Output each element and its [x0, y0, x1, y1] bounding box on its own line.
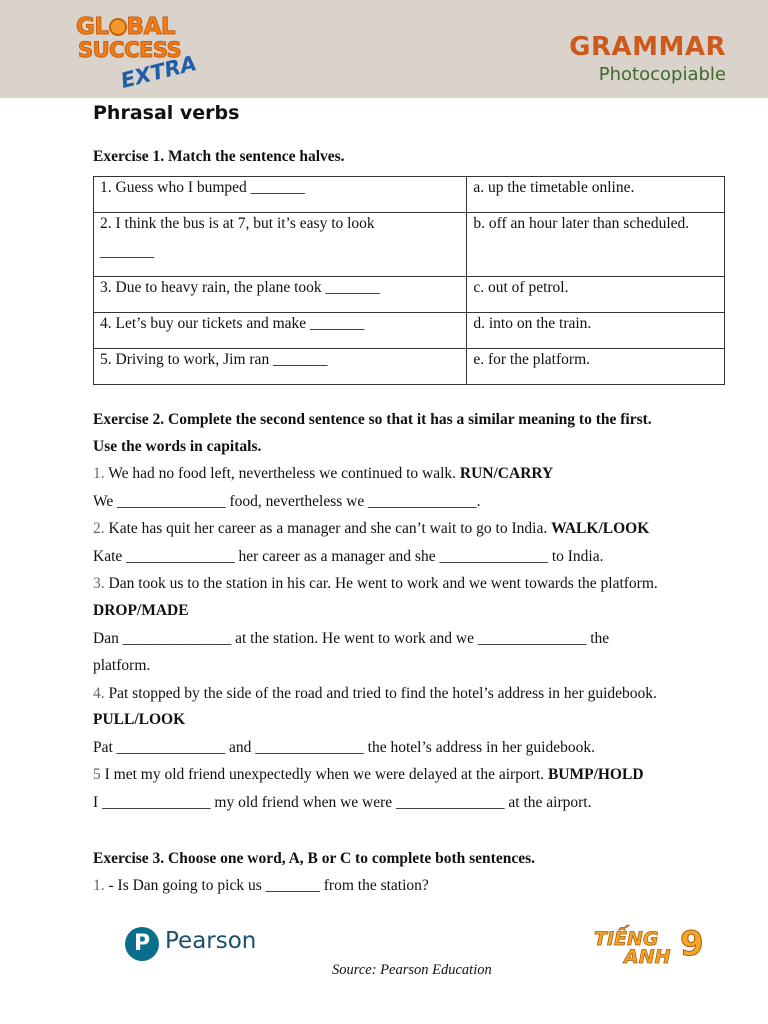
exercise-3-item: 1. - Is Dan going to pick us _______ from the station?	[93, 877, 429, 894]
section-label: GRAMMAR	[569, 32, 726, 62]
exercise-2-item: 5 I met my old friend unexpectedly when we were delayed at the airport. BUMP/HOLD	[93, 766, 644, 783]
exercise-2-answer: Pat ______________ and ______________ the hotel’s address in her guidebook.	[93, 739, 595, 756]
page-header	[0, 0, 768, 98]
exercise-2-answer-cont: platform.	[93, 657, 151, 674]
table-row: 2. I think the bus is at 7, but it’s easy to look _______ b. off an hour later than scheduled.	[94, 213, 725, 277]
table-row: 1. Guess who I bumped _______ a. up the timetable online.	[94, 177, 725, 213]
ball-icon	[109, 18, 127, 36]
source-credit: Source: Pearson Education	[332, 962, 492, 978]
exercise-1-heading: Exercise 1. Match the sentence halves.	[93, 148, 345, 165]
table-row: 5. Driving to work, Jim ran _______ e. for the platform.	[94, 349, 725, 385]
exercise-2-heading-cont: Use the words in capitals.	[93, 438, 262, 455]
exercise-2-answer: Kate ______________ her career as a manager and she ______________ to India.	[93, 548, 604, 565]
exercise-2-item: 1. We had no food left, nevertheless we continued to walk. RUN/CARRY	[93, 465, 554, 482]
exercise-2-answer: I ______________ my old friend when we were ______________ at the airport.	[93, 794, 592, 811]
tieng-anh-9-logo: TIẾNG ANH 9	[594, 924, 704, 968]
exercise-2-item: 2. Kate has quit her career as a manager and she can’t wait to go to India. WALK/LOOK	[93, 520, 650, 537]
exercise-2-caps: PULL/LOOK	[93, 711, 186, 728]
exercise-2-heading: Exercise 2. Complete the second sentence so that it has a similar meaning to the first.	[93, 411, 652, 428]
exercise-3-heading: Exercise 3. Choose one word, A, B or C to complete both sentences.	[93, 850, 535, 867]
table-row: 4. Let’s buy our tickets and make _______ d. into on the train.	[94, 313, 725, 349]
photocopiable-label: Photocopiable	[598, 64, 726, 85]
table-row: 3. Due to heavy rain, the plane took _______ c. out of petrol.	[94, 277, 725, 313]
global-success-logo: GL BAL SUCCESS EXTRA	[76, 14, 200, 93]
match-table	[93, 176, 725, 385]
exercise-2-item: 4. Pat stopped by the side of the road and tried to find the hotel’s address in her guidebook.	[93, 685, 657, 702]
page-title: Phrasal verbs	[93, 102, 240, 124]
pearson-p-icon: P	[125, 927, 159, 961]
exercise-2-item: 3. Dan took us to the station in his car. He went to work and we went towards the platform.	[93, 575, 658, 592]
exercise-2-answer: We ______________ food, nevertheless we ______________.	[93, 493, 481, 510]
exercise-2-caps: DROP/MADE	[93, 602, 189, 619]
exercise-2-answer: Dan ______________ at the station. He went to work and we ______________ the	[93, 630, 610, 647]
